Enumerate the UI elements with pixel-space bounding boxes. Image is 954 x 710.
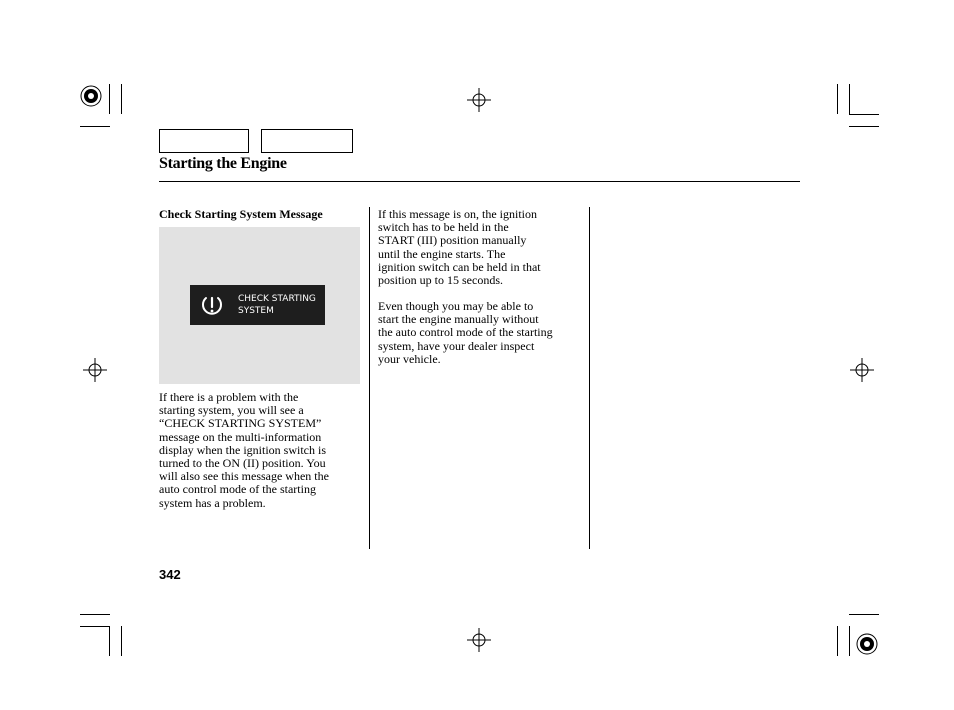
crosshair-icon	[467, 628, 491, 652]
column-divider	[589, 207, 590, 549]
title-rule	[159, 181, 800, 182]
section-tab-1[interactable]	[159, 129, 249, 153]
body-text: If this message is on, the ignition switch has to be held in the START (III) position manually until the engine starts. The ignition switch can be held in that position up to 15 seconds.	[378, 207, 541, 288]
body-text: Even though you may be able to start the engine manually without the auto control mode of the starting system, have your dealer inspect your vehicle.	[378, 299, 553, 366]
registration-target-icon	[79, 84, 103, 108]
display-message: CHECK STARTING SYSTEM	[238, 294, 316, 316]
section-tab-2[interactable]	[261, 129, 353, 153]
multi-information-display	[190, 285, 325, 325]
page-number: 342	[159, 567, 181, 582]
warning-circle-icon	[200, 293, 224, 317]
body-text: If there is a problem with the starting system, you will see a “CHECK STARTING SYSTEM” message on the multi-information display when the ignition switch is turned to the ON (II) position. You will also see this message when the auto control mode of the starting system has a problem.	[159, 390, 329, 510]
page-title: Starting the Engine	[159, 155, 287, 172]
crosshair-icon	[83, 358, 107, 382]
crosshair-icon	[850, 358, 874, 382]
registration-target-icon	[855, 632, 879, 656]
subheading: Check Starting System Message	[159, 207, 323, 221]
column-divider	[369, 207, 370, 549]
crosshair-icon	[467, 88, 491, 112]
